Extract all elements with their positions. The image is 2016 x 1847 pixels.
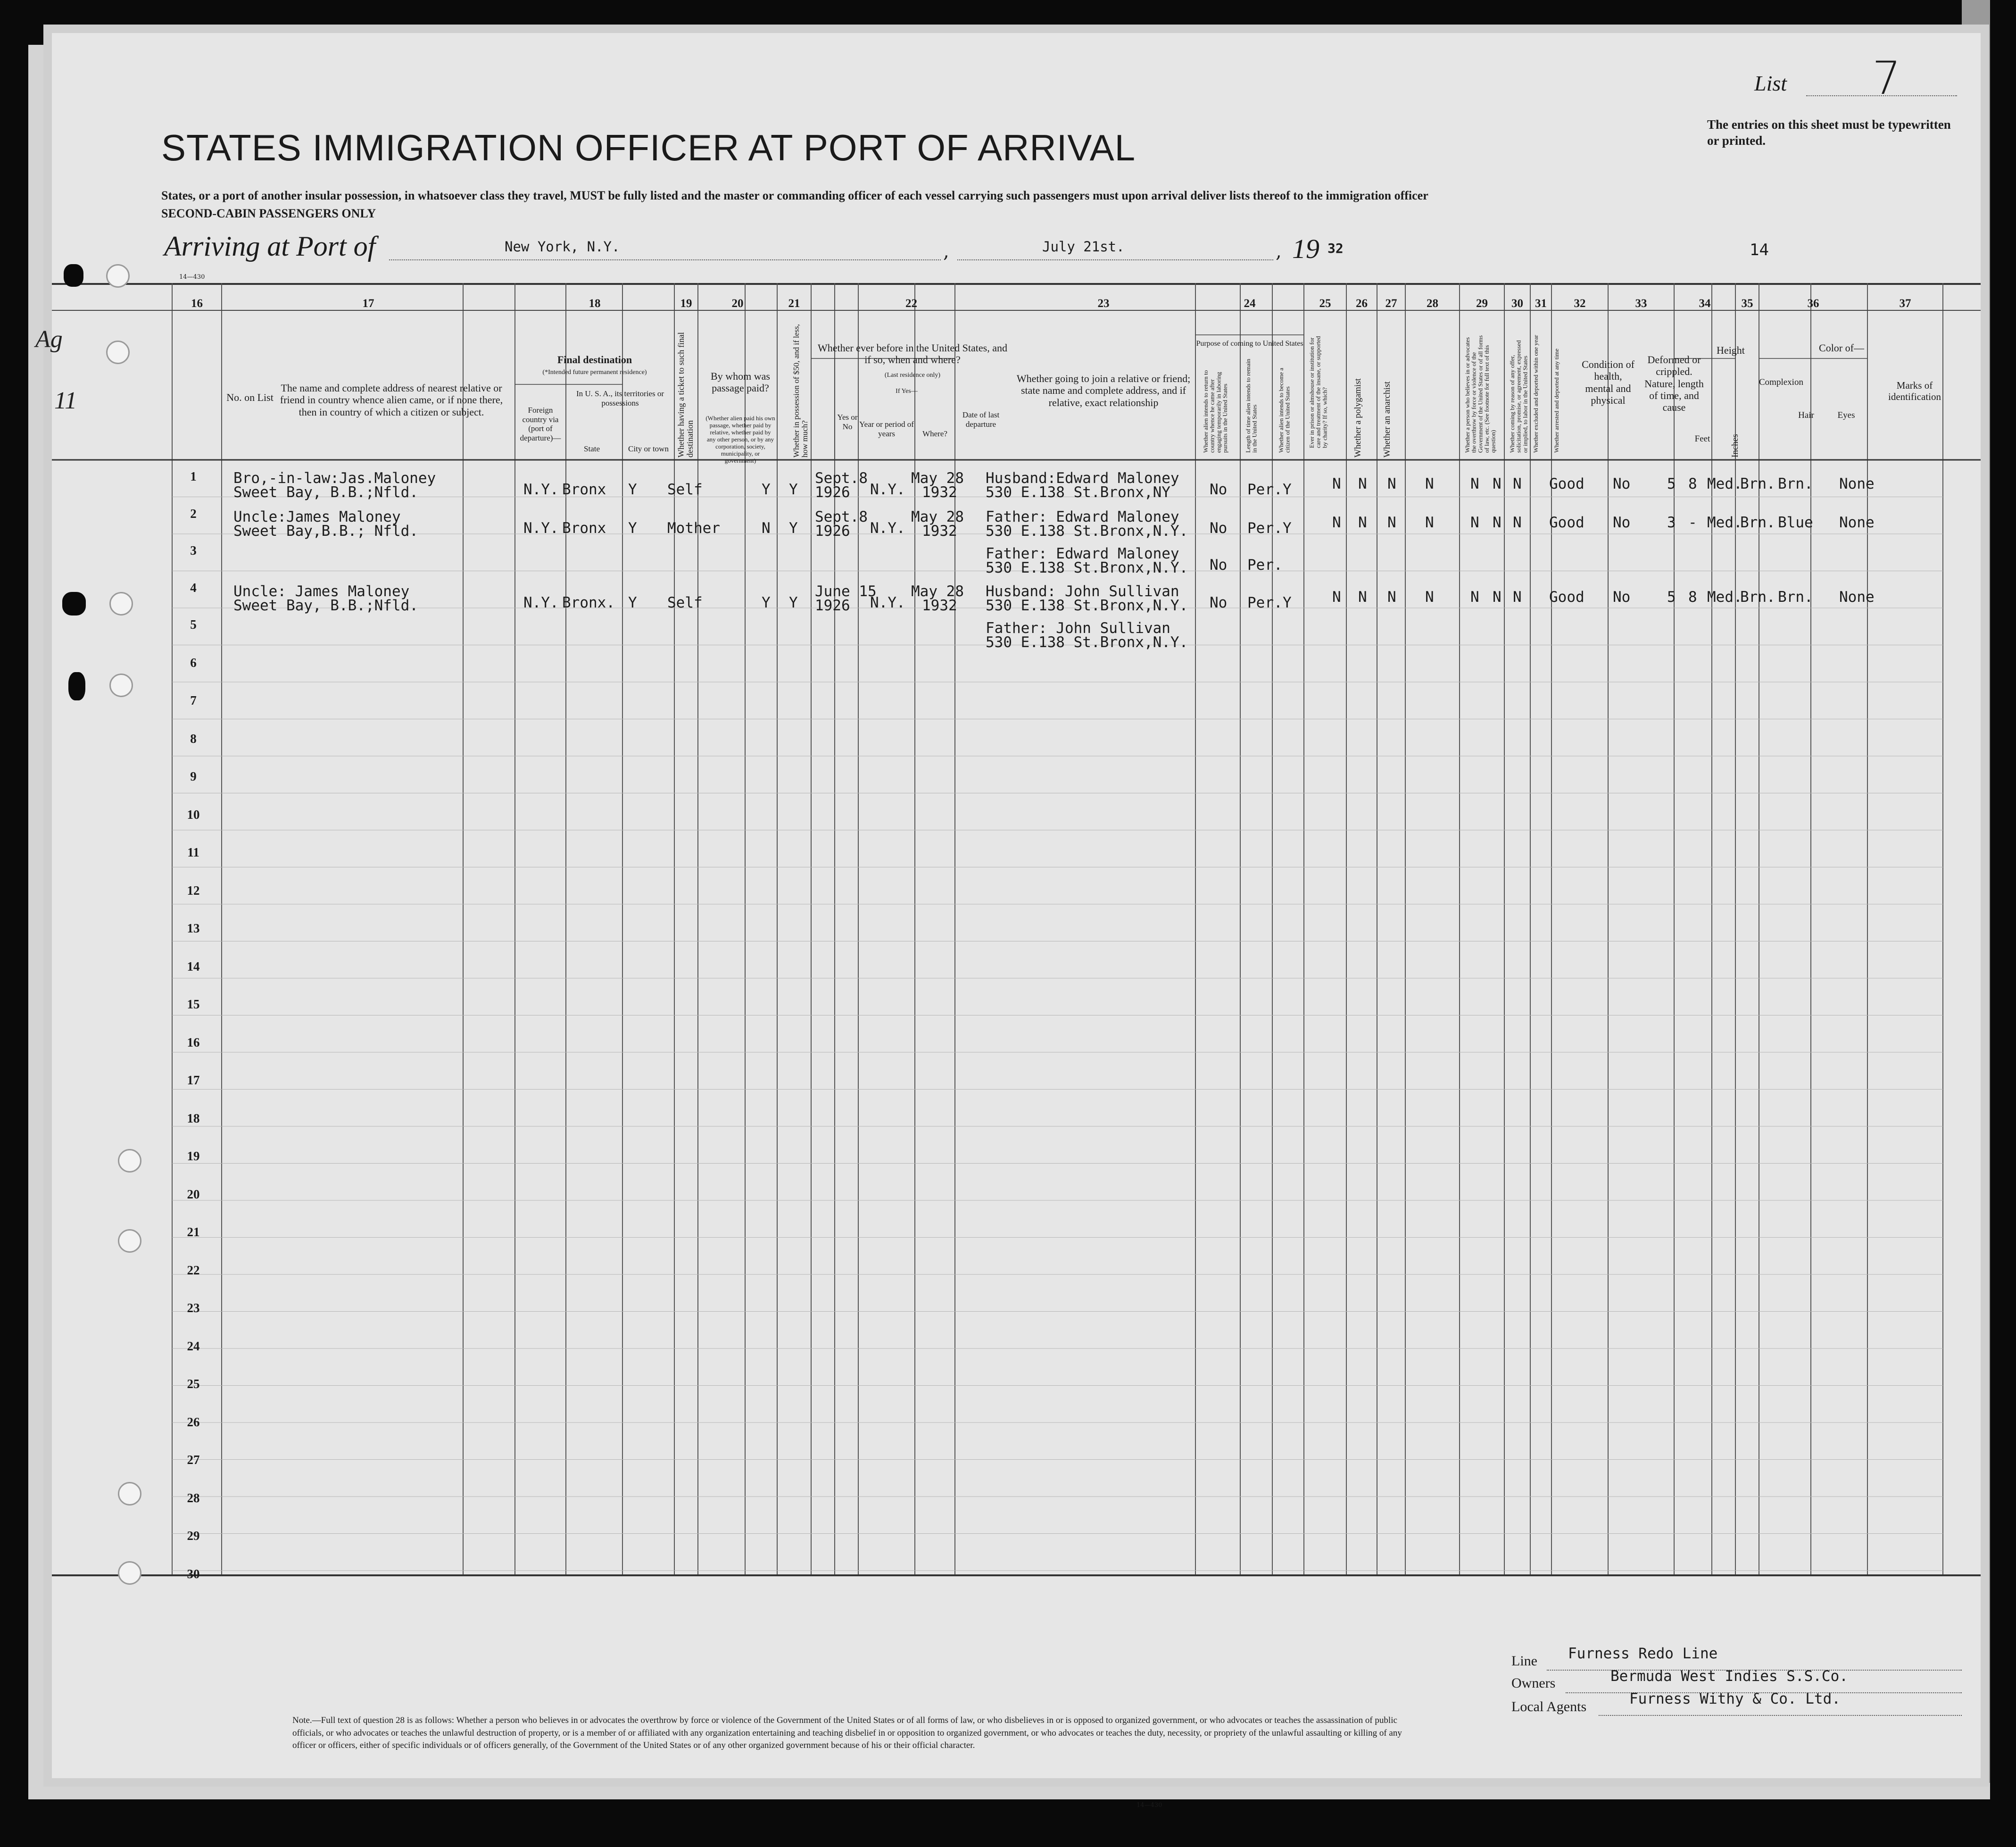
column-number-28: 28 [1427, 297, 1438, 310]
form-number-bottom: 14—430 [1137, 1802, 1162, 1809]
row-number: 7 [190, 693, 197, 707]
column-number-16: 16 [191, 297, 203, 310]
header-foreign-country: Foreign country via (port of departure)— [520, 406, 561, 442]
binding-hole [109, 674, 133, 697]
polygamist-value: N [1358, 475, 1367, 492]
row-number: 25 [187, 1377, 200, 1391]
table-grid [52, 33, 1981, 1778]
column-number-29: 29 [1476, 297, 1488, 310]
row-number: 6 [190, 655, 197, 670]
arriving-label: Arriving at Port of [164, 231, 376, 262]
row-number: 22 [187, 1263, 200, 1277]
header-arrested: Whether arrested and deported at any time [1553, 349, 1560, 453]
header-ever-before: Whether ever before in the United States, and if so, when and where? [818, 342, 1007, 366]
row-number: 10 [187, 807, 200, 822]
form-subtitle: States, or a port of another insular possession, in whatsoever class they travel, MUST be fully listed and the master or commanding officer of each vessel carrying such passengers must upon arrival deliver lists thereof to the immigration officer [161, 189, 1428, 202]
line-label: Line [1511, 1653, 1537, 1669]
dest-city: Bronx. [562, 594, 615, 611]
feet-value: 3 [1667, 514, 1676, 531]
join-line2: 530 E.138 St.Bronx,N.Y. [986, 559, 1188, 576]
ever-before-value: Y [789, 481, 798, 498]
passage-paid-value: Self [667, 594, 703, 611]
join-line1: Father: Edward Maloney [986, 508, 1179, 525]
header-yes-no: Yes or No [837, 413, 858, 431]
join-line1: Husband: John Sullivan [986, 583, 1179, 600]
column-number-37: 37 [1899, 297, 1911, 310]
hair-value: Brn. [1740, 475, 1775, 492]
row-number: 1 [190, 469, 197, 483]
year-prefix: 19 [1292, 233, 1319, 264]
inches-value: 8 [1688, 475, 1697, 492]
ticket-value: Y [628, 520, 637, 537]
purpose-return-value: No [1210, 520, 1228, 537]
inches-value: - [1688, 514, 1697, 531]
excluded-value: N [1493, 589, 1502, 606]
row-number: 9 [190, 769, 197, 783]
anarchist-value: N [1387, 475, 1396, 492]
agents-rule [1599, 1715, 1962, 1716]
marks-value: None [1839, 475, 1875, 492]
column-number-26: 26 [1356, 297, 1368, 310]
year-suffix: 32 [1327, 241, 1344, 256]
column-number-19: 19 [680, 297, 692, 310]
join-line1: Father: John Sullivan [986, 620, 1170, 637]
column-number-24: 24 [1244, 297, 1256, 310]
column-number-22: 22 [905, 297, 917, 310]
row-number: 8 [190, 731, 197, 746]
header-complexion: Complexion [1759, 377, 1803, 387]
complexion-value: Med. [1707, 589, 1742, 606]
margin-note-11: 11 [54, 387, 77, 414]
header-purpose-citizen: Whether alien intends to become a citizen of the United States [1278, 367, 1291, 453]
column-number-23: 23 [1097, 297, 1110, 310]
year-line1: Sept.8 [815, 470, 868, 487]
departure-line1: May 28 [911, 470, 964, 487]
header-fifty-dollars: Whether in possession of $50, and if less, how much? [792, 324, 809, 458]
form-number-top: 14—430 [179, 274, 205, 281]
cabin-class: SECOND-CABIN PASSENGERS ONLY [161, 207, 376, 220]
passage-paid-value: Self [667, 481, 703, 498]
header-height: Height [1717, 344, 1745, 356]
header-inches: Inches [1730, 434, 1740, 458]
header-purpose: Purpose of coming to United States [1196, 340, 1303, 348]
purpose-length-value: Per. [1247, 594, 1283, 611]
relative-line2: Sweet Bay, B.B.;Nfld. [233, 597, 418, 614]
relative-line2: Sweet Bay, B.B.;Nfld. [233, 484, 418, 501]
header-last-residence: (Last residence only) [884, 372, 941, 379]
purpose-return-value: No [1210, 594, 1228, 611]
binding-hole [106, 264, 130, 288]
header-no-on-list: No. on List [226, 391, 274, 403]
typewritten-note: The entries on this sheet must be typewritten or printed. [1707, 117, 1951, 148]
relative-line1: Uncle:James Maloney [233, 508, 401, 525]
row-number: 20 [187, 1187, 200, 1201]
arrested-value: N [1513, 589, 1522, 606]
health-value: Good [1549, 514, 1585, 531]
dest-city: Bronx [562, 520, 606, 537]
year-line2: 1926 [815, 484, 850, 501]
sheet-number: 14 [1750, 241, 1769, 259]
row-number: 24 [187, 1339, 200, 1353]
list-number: 7 [1872, 52, 1901, 105]
ticket-value: Y [628, 481, 637, 498]
purpose-return-value: No [1210, 557, 1228, 574]
year-line1: Sept.8 [815, 508, 868, 525]
ever-before-value: Y [789, 594, 798, 611]
prison-value: N [1332, 589, 1341, 606]
binding-hole [106, 341, 130, 364]
column-number-21: 21 [788, 297, 800, 310]
row-number: 28 [187, 1490, 200, 1505]
header-state: State [584, 444, 600, 453]
row-number: 3 [190, 543, 197, 557]
column-number-20: 20 [731, 297, 744, 310]
departure-line1: May 28 [911, 508, 964, 525]
header-last-departure: Date of last departure [962, 410, 1000, 429]
complexion-value: Med. [1707, 475, 1742, 492]
feet-value: 5 [1667, 475, 1676, 492]
owners-label: Owners [1511, 1675, 1556, 1691]
header-purpose-return: Whether alien intends to return to country whence he came after engaging temporarily in laboring pursuits in the United States [1202, 370, 1228, 453]
comma: , [943, 241, 949, 262]
line-value: Furness Redo Line [1568, 1645, 1718, 1662]
row-number: 19 [187, 1149, 200, 1163]
header-hair: Hair [1798, 410, 1814, 420]
row-number: 18 [187, 1111, 200, 1125]
column-number-33: 33 [1635, 297, 1647, 310]
departure-line1: May 28 [911, 583, 964, 600]
labor-value: N [1470, 589, 1479, 606]
join-line1: Husband:Edward Maloney [986, 470, 1179, 487]
dest-state: N.Y. [523, 481, 559, 498]
row-number: 11 [187, 845, 199, 859]
comma2: , [1276, 241, 1282, 262]
join-line2: 530 E.138 St.Bronx,N.Y. [986, 597, 1188, 614]
margin-note-ag: Ag [35, 326, 63, 353]
header-final-destination: Final destination [557, 354, 632, 366]
q28-value: N [1425, 514, 1434, 531]
ticket-value: Y [628, 594, 637, 611]
header-final-destination-sub: (*Intended future permanent residence) [542, 369, 647, 376]
relative-line1: Uncle: James Maloney [233, 583, 410, 600]
header-passage-paid: By whom was passage paid? [711, 370, 770, 394]
arrested-value: N [1513, 514, 1522, 531]
fifty-dollar-value: Y [762, 481, 771, 498]
ink-blot [68, 672, 85, 700]
row-number: 14 [187, 959, 200, 973]
year-line2: 1926 [815, 597, 850, 614]
inches-value: 8 [1688, 589, 1697, 606]
purpose-length-value: Per. [1247, 557, 1283, 574]
row-number: 16 [187, 1035, 200, 1049]
year-line1: June 15 [815, 583, 877, 600]
header-prison: Ever in prison or almshouse or institution for care and treatment of the insane, or supported by charity? If so, which? [1308, 336, 1328, 448]
join-line2: 530 E.138 St.Bronx,N.Y. [986, 634, 1188, 651]
header-nearest-relative: The name and complete address of nearest relative or friend in country whence alien came, or if none there, then in country of which a citizen or subject. [280, 382, 503, 418]
agents-label: Local Agents [1511, 1699, 1587, 1714]
form-title: STATES IMMIGRATION OFFICER AT PORT OF ARRIVAL [161, 127, 1136, 168]
header-feet: Feet [1694, 434, 1710, 444]
binding-hole [118, 1149, 141, 1173]
where-value: N.Y. [870, 481, 905, 498]
binding-hole [118, 1482, 141, 1506]
header-purpose-length: Length of time alien intends to remain in the United States [1244, 358, 1258, 453]
hair-value: Brn. [1740, 514, 1775, 531]
column-number-34: 34 [1699, 297, 1711, 310]
hair-value: Brn. [1740, 589, 1775, 606]
row-number: 12 [187, 883, 200, 898]
row-number: 13 [187, 921, 200, 935]
purpose-length-value: Per. [1247, 481, 1283, 498]
header-polygamist: Whether a polygamist [1353, 378, 1363, 458]
labor-value: N [1470, 514, 1479, 531]
deformed-value: No [1613, 589, 1631, 606]
binding-hole [118, 1229, 141, 1253]
column-number-35: 35 [1741, 297, 1753, 310]
agents-value: Furness Withy & Co. Ltd. [1629, 1690, 1841, 1707]
ink-blot [64, 264, 83, 287]
column-number-27: 27 [1385, 297, 1397, 310]
prison-value: N [1332, 475, 1341, 492]
join-line2: 530 E.138 St.Bronx,N.Y. [986, 523, 1188, 540]
date-value: July 21st. [1042, 239, 1125, 255]
header-eyes: Eyes [1837, 410, 1855, 420]
arrested-value: N [1513, 475, 1522, 492]
row-number: 30 [187, 1566, 200, 1581]
marks-value: None [1839, 514, 1875, 531]
column-number-30: 30 [1511, 297, 1523, 310]
fifty-dollar-value: N [762, 520, 771, 537]
row-number: 26 [187, 1414, 200, 1429]
header-if-yes: If Yes— [896, 388, 918, 395]
feet-value: 5 [1667, 589, 1676, 606]
row-number: 27 [187, 1453, 200, 1467]
purpose-citizen-value: Y [1283, 594, 1292, 611]
header-labor-offer: Whether coming by reason of any offer, solicitation, promise, or agreement, expressed or implied, to labor in the United States [1509, 340, 1529, 453]
purpose-citizen-value: Y [1283, 520, 1292, 537]
column-number-18: 18 [589, 297, 601, 310]
marks-value: None [1839, 589, 1875, 606]
polygamist-value: N [1358, 589, 1367, 606]
header-ticket: Whether having a ticket to such final destination [676, 332, 695, 458]
join-line1: Father: Edward Maloney [986, 545, 1179, 562]
passage-paid-value: Mother [667, 520, 720, 537]
dest-state: N.Y. [523, 594, 559, 611]
column-number-36: 36 [1807, 297, 1819, 310]
header-q28: Whether a person who believes in or advocates the overthrow by force or violence of the Government of the United States or of all forms of law, etc. (See footnote for full text of this question) [1464, 335, 1497, 453]
header-excluded: Whether excluded and deported within one year [1532, 335, 1539, 453]
q28-value: N [1425, 589, 1434, 606]
anarchist-value: N [1387, 589, 1396, 606]
header-deformed: Deformed or crippled. Nature, length of time, and cause [1644, 354, 1704, 414]
binding-hole [109, 592, 133, 616]
column-number-17: 17 [362, 297, 374, 310]
header-passage-paid-sub: (Whether alien paid his own passage, whether paid by relative, whether paid by any other person, or by any corporation, society, municipality, or government) [705, 415, 775, 464]
owners-value: Bermuda West Indies S.S.Co. [1610, 1668, 1848, 1685]
header-in-usa: In U. S. A., its territories or possessions [576, 389, 664, 408]
prison-value: N [1332, 514, 1341, 531]
departure-line2: 1932 [922, 597, 957, 614]
where-value: N.Y. [870, 520, 905, 537]
labor-value: N [1470, 475, 1479, 492]
header-marks: Marks of identification [1888, 380, 1941, 403]
header-color-of: Color of— [1819, 342, 1864, 354]
deformed-value: No [1613, 475, 1631, 492]
binding-hole [118, 1561, 141, 1585]
purpose-length-value: Per. [1247, 520, 1283, 537]
row-number: 2 [190, 506, 197, 521]
row-number: 17 [187, 1073, 200, 1087]
dest-state: N.Y. [523, 520, 559, 537]
relative-line2: Sweet Bay,B.B.; Nfld. [233, 523, 418, 540]
row-number: 15 [187, 997, 200, 1011]
excluded-value: N [1493, 514, 1502, 531]
polygamist-value: N [1358, 514, 1367, 531]
header-health: Condition of health, mental and physical [1582, 358, 1634, 406]
row-number: 21 [187, 1225, 200, 1239]
manifest-sheet [52, 33, 1981, 1809]
departure-line2: 1932 [922, 484, 957, 501]
row-number: 5 [190, 617, 197, 632]
purpose-return-value: No [1210, 481, 1228, 498]
column-number-32: 32 [1574, 297, 1586, 310]
ink-blot [62, 592, 86, 616]
row-number: 29 [187, 1529, 200, 1543]
health-value: Good [1549, 475, 1585, 492]
header-year: Year or period of years [859, 420, 914, 438]
fifty-dollar-value: Y [762, 594, 771, 611]
year-line2: 1926 [815, 523, 850, 540]
row-number: 4 [190, 580, 197, 595]
complexion-value: Med. [1707, 514, 1742, 531]
column-number-31: 31 [1535, 297, 1547, 310]
eyes-value: Blue [1778, 514, 1813, 531]
header-join-relative: Whether going to join a relative or friend; state name and complete address, and if relative, exact relationship [1016, 373, 1191, 408]
q28-value: N [1425, 475, 1434, 492]
eyes-value: Brn. [1778, 475, 1813, 492]
dest-city: Bronx [562, 481, 606, 498]
where-value: N.Y. [870, 594, 905, 611]
list-label: List [1754, 71, 1787, 95]
footnote: Note.—Full text of question 28 is as follows: Whether a person who believes in or advocates the overthrow by force or violence of the Government of the United States or of all forms of law, or who disbelieves in or is opposed to organized government, or who advocates or teaches the assassination of public officials, or who advocates or teaches the unlawful destruction of property, or is a member of or affiliated with any organization entertaining and teaching disbelief in or opposition to organized government, or who advocates or teaches the duty, necessity, or propriety of the unlawful assaulting or killing of any officer or officers, either of specific individuals or of officers generally, of the Government of the United States or of any other organized government because of his or their official character. [292, 1715, 1402, 1751]
row-number: 23 [187, 1301, 200, 1315]
header-where: Where? [922, 429, 947, 438]
relative-line1: Bro,-in-law:Jas.Maloney [233, 470, 436, 487]
ever-before-value: Y [789, 520, 798, 537]
header-city: City or town [628, 444, 669, 453]
health-value: Good [1549, 589, 1585, 606]
anarchist-value: N [1387, 514, 1396, 531]
column-number-25: 25 [1319, 297, 1331, 310]
header-anarchist: Whether an anarchist [1382, 381, 1392, 458]
deformed-value: No [1613, 514, 1631, 531]
purpose-citizen-value: Y [1283, 481, 1292, 498]
departure-line2: 1932 [922, 523, 957, 540]
excluded-value: N [1493, 475, 1502, 492]
join-line2: 530 E.138 St.Bronx,NY [986, 484, 1170, 501]
port-value: New York, N.Y. [505, 239, 620, 255]
eyes-value: Brn. [1778, 589, 1813, 606]
